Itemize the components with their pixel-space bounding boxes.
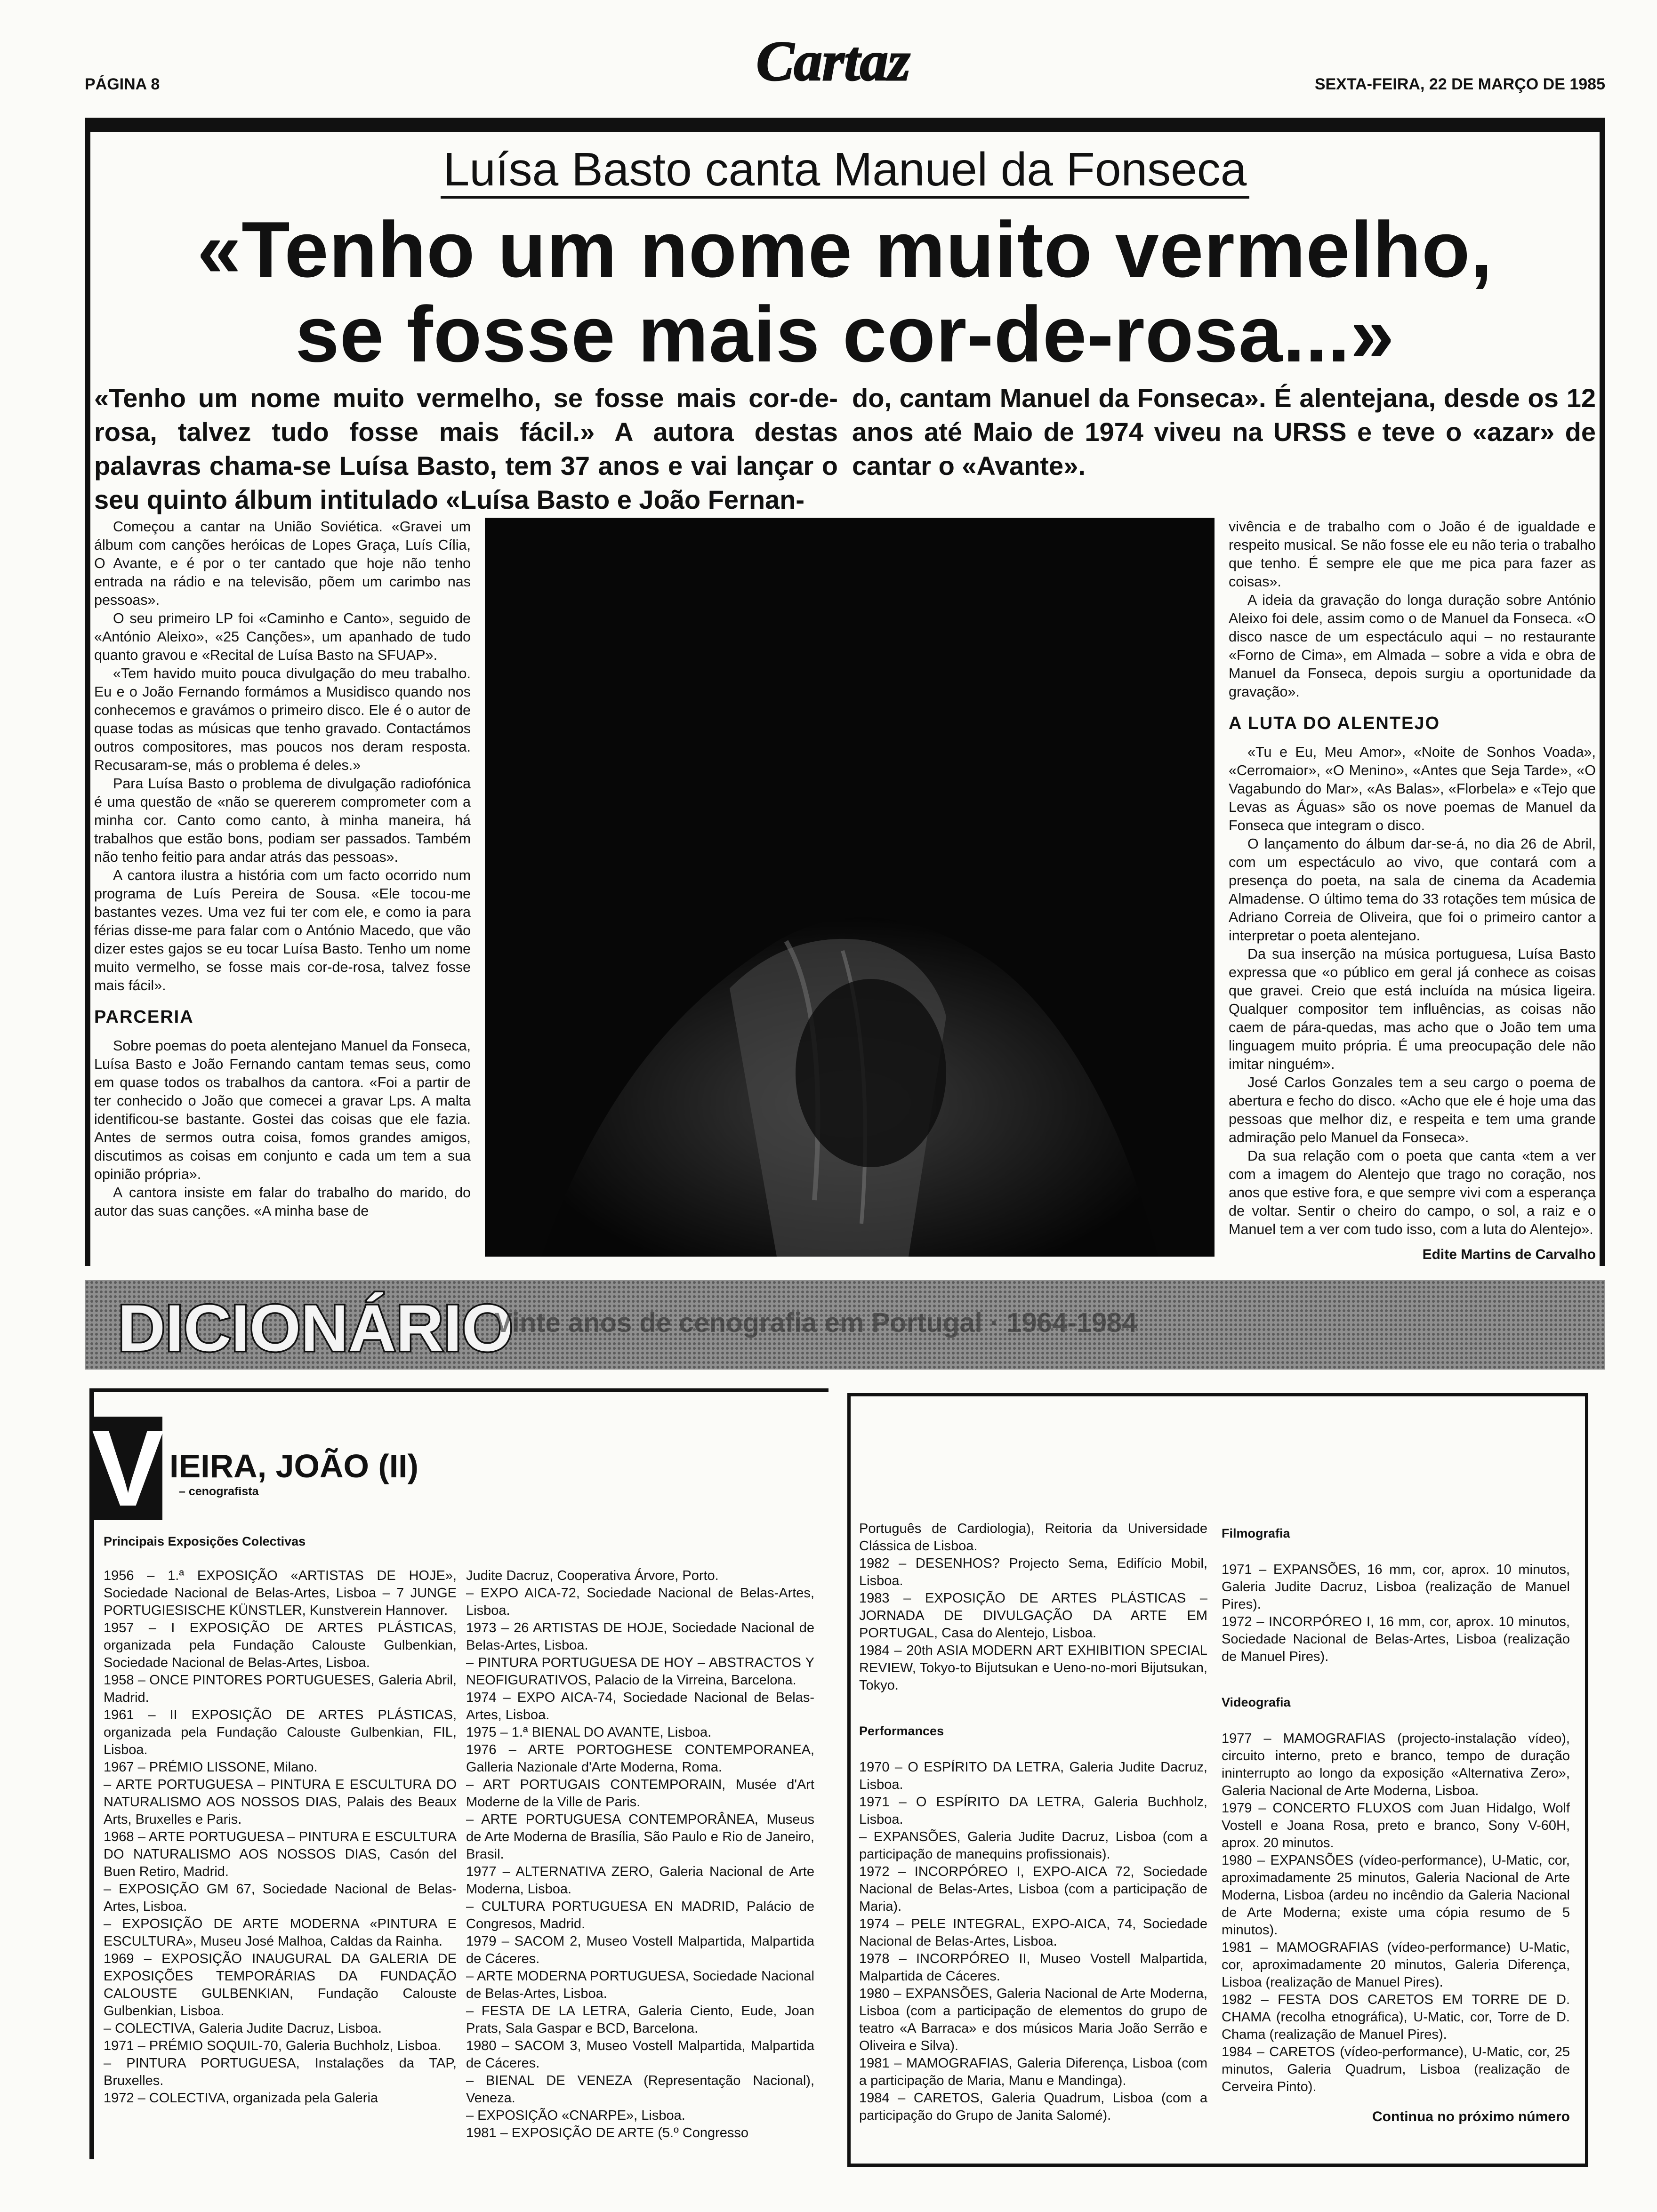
paragraph: Da sua relação com o poeta que canta «tem a ver com a imagem do Alentejo que trago no coração, nos anos que estive fora, e que sempre vivi com a esperança de voltar. Sentir o cheiro do campo, o sol, a raiz e o Manuel tem a ver com tudo isso, com a luta do Alentejo». bbox=[1229, 1148, 1596, 1237]
frame-top-rule bbox=[85, 118, 1605, 132]
paragraph: A cantora insiste em falar do trabalho do marido, do autor das suas canções. «A minha base de bbox=[94, 1185, 471, 1219]
list-item: – ARTE PORTUGUESA – PINTURA E ESCULTURA DO NATURALISMO AOS NOSSOS DIAS, Palais des Beaux Arts, Bruxelles e Paris. bbox=[104, 1777, 457, 1827]
section-filmografia: Filmografia bbox=[1222, 1526, 1290, 1540]
banner-subtitle: Vinte anos de cenografia em Portugal · 1964-1984 bbox=[494, 1307, 1137, 1338]
paragraph: Sobre poemas do poeta alentejano Manuel da Fonseca, Luísa Basto e João Fernando cantam temas seus, como em quase todos os trabalhos da cantora. «Foi a partir de ter conhecido o João que comecei a gravar Lps. A malta identificou-se bastante. Gostei das coisas que ele fazia. Antes de sermos outra coisa, fomos grandes amigos, discutimos as coisas em conjunto e cada um tem a sua opinião própria». bbox=[94, 1038, 471, 1182]
list-item: Judite Dacruz, Cooperativa Árvore, Porto. bbox=[466, 1568, 719, 1583]
page-number: PÁGINA 8 bbox=[85, 75, 160, 93]
entry-role: – cenografista bbox=[179, 1485, 259, 1498]
list-item: 1978 – INCORPÓREO II, Museo Vostell Malpartida, Malpartida de Cáceres. bbox=[859, 1951, 1207, 1984]
paragraph: «Tem havido muito pouca divulgação do meu trabalho. Eu e o João Fernando formámos a Musidisco quando nos conhecemos e gravámos o primeiro disco. Ele é o autor de quase todas as músicas que tenho gravado. Contactámos outros compositores, mas poucos nos deram resposta. Recusaram-se, más o problema é deles.» bbox=[94, 665, 471, 773]
list-item: 1967 – PRÉMIO LISSONE, Milano. bbox=[104, 1760, 318, 1775]
list-item: – PINTURA PORTUGUESA DE HOY – ABSTRACTOS Y NEOFIGURATIVOS, Palacio de la Virreina, Barcelona. bbox=[466, 1655, 814, 1688]
dictionary-banner bbox=[85, 1280, 1605, 1370]
list-item: 1981 – EXPOSIÇÃO DE ARTE (5.º Congresso bbox=[466, 2125, 748, 2140]
list-item: – BIENAL DE VENEZA (Representação Nacional), Veneza. bbox=[466, 2073, 814, 2106]
list-item: – EXPOSIÇÃO «CNARPE», Lisboa. bbox=[466, 2108, 685, 2123]
paragraph: Para Luísa Basto o problema de divulgação radiofónica é uma questão de «não se quererem comprometer com a minha cor. Canto como canto, à minha maneira, há trabalhos que estão bons, podiam ser passados. Também não tenho feitio para andar atrás das pessoas». bbox=[94, 776, 471, 865]
list-item: 1979 – SACOM 2, Museo Vostell Malpartida, Malpartida de Cáceres. bbox=[466, 1934, 814, 1966]
list-item: 1972 – INCORPÓREO I, 16 mm, cor, aprox. 10 minutos, Sociedade Nacional de Belas-Artes, Lisboa (realização de Manuel Pires). bbox=[1222, 1614, 1570, 1664]
list-item: 1982 – DESENHOS? Projecto Sema, Edifício Mobil, Lisboa. bbox=[859, 1556, 1207, 1588]
article-headline: «Tenho um nome muito vermelho, se fosse mais cor-de-rosa...» bbox=[197, 205, 1493, 378]
list-item: – FESTA DE LA LETRA, Galeria Ciento, Eude, Joan Prats, Sala Gaspar e BCD, Barcelona. bbox=[466, 2004, 814, 2036]
list-item: 1971 – O ESPÍRITO DA LETRA, Galeria Buchholz, Lisboa. bbox=[859, 1795, 1207, 1827]
list-item: 1969 – EXPOSIÇÃO INAUGURAL DA GALERIA DE EXPOSIÇÕES TEMPORÁRIAS DA FUNDAÇÃO CALOUSTE GULBENKIAN, Fundação Calouste Gulbenkian, Lisboa. bbox=[104, 1951, 457, 2019]
dictionary-column-4 bbox=[1222, 1525, 1570, 2151]
paragraph: O lançamento do álbum dar-se-á, no dia 26 de Abril, com um espectáculo ao vivo, que contará com a presença do poeta, na sala de cinema da Academia Almadense. O último tema do 33 rotações tem música de Adriano Correia de Oliveira, que foi o primeiro cantor a interpretar o poeta alentejano. bbox=[1229, 836, 1596, 944]
list-item: 1972 – COLECTIVA, organizada pela Galeria bbox=[104, 2091, 378, 2106]
list-item: 1974 – EXPO AICA-74, Sociedade Nacional de Belas-Artes, Lisboa. bbox=[466, 1690, 814, 1723]
list-item: – EXPO AICA-72, Sociedade Nacional de Belas-Artes, Lisboa. bbox=[466, 1586, 814, 1618]
list-item: 1982 – FESTA DOS CARETOS EM TORRE DE D. CHAMA (recolha etnográfica), U-Matic, cor, Torre de D. Chama (realização de Manuel Pires). bbox=[1222, 1992, 1570, 2042]
newspaper-logo bbox=[716, 28, 951, 99]
dictionary-column-3 bbox=[859, 1520, 1207, 2151]
paragraph: José Carlos Gonzales tem a seu cargo o poema de abertura e fecho do disco. «Acho que ele é hoje uma das pessoas que melhor diz, e respeita e tem uma grande admiração pelo Manuel da Fonseca». bbox=[1229, 1074, 1596, 1146]
paragraph: «Tu e Eu, Meu Amor», «Noite de Sonhos Voada», «Cerromaior», «O Menino», «Antes que Seja Tarde», «O Vagabundo do Mar», «As Balas», «Florbela» e «Tejo que Levas as Águas» são os nove poemas de Manuel da Fonseca que integram o disco. bbox=[1229, 744, 1596, 834]
list-item: 1981 – MAMOGRAFIAS, Galeria Diferença, Lisboa (com a participação de Maria, Manu e Mandinga). bbox=[859, 2056, 1207, 2088]
list-item: 1980 – EXPANSÕES (vídeo-performance), U-Matic, cor, aproximadamente 25 minutos, Galeria Nacional de Arte Moderna, Lisboa (ardeu no incêndio da Galeria Nacional de Arte Moderna; existe uma cópia resumo de 5 minutos). bbox=[1222, 1853, 1570, 1938]
paragraph: Começou a cantar na União Soviética. «Gravei um álbum com canções heróicas de Lopes Graça, Luís Cília, O Avante, e é por o ter cantado que hoje não tenho entrada na rádio e na televisão, põem um carimbo nas pessoas». bbox=[94, 519, 471, 608]
list-item: 1980 – SACOM 3, Museo Vostell Malpartida, Malpartida de Cáceres. bbox=[466, 2038, 814, 2071]
lead-right: do, cantam Manuel da Fonseca». É alentejana, desde os 12 anos até Maio de 1974 viveu na URSS e teve o «azar» de cantar o «Avante». bbox=[852, 383, 1596, 481]
list-item: 1984 – CARETOS, Galeria Quadrum, Lisboa (com a participação do Grupo de Janita Salomé). bbox=[859, 2091, 1207, 2123]
article-column-3 bbox=[1229, 518, 1596, 1266]
issue-date: SEXTA-FEIRA, 22 DE MARÇO DE 1985 bbox=[1314, 75, 1605, 93]
list-item: – ARTE MODERNA PORTUGUESA, Sociedade Nacional de Belas-Artes, Lisboa. bbox=[466, 1969, 814, 2001]
list-item: 1974 – PELE INTEGRAL, EXPO-AICA, 74, Sociedade Nacional de Belas-Artes, Lisboa. bbox=[859, 1916, 1207, 1949]
list-item: 1983 – EXPOSIÇÃO DE ARTES PLÁSTICAS – JORNADA DE DIVULGAÇÃO DA ARTE EM PORTUGAL, Casa do Alentejo, Lisboa. bbox=[859, 1591, 1207, 1641]
article-photo bbox=[485, 518, 1215, 1257]
list-item: Português de Cardiologia), Reitoria da Universidade Clássica de Lisboa. bbox=[859, 1521, 1207, 1554]
paragraph: A cantora ilustra a história com um facto ocorrido num programa de Luís Pereira de Sousa. «Ele tocou-me bastantes vezes. Uma vez fui ter com ele, e como ia para férias disse-me para falar com o António Macedo, que vão dizer estes gajos se eu tocar Luísa Basto. Tenho um nome muito vermelho, se fosse mais cor-de-rosa, talvez fosse mais fácil». bbox=[94, 867, 471, 994]
section-videografia: Videografia bbox=[1222, 1695, 1291, 1709]
exposicoes-column-1 bbox=[104, 1567, 457, 2165]
article-column-1 bbox=[94, 518, 471, 1266]
list-item: – EXPANSÕES, Galeria Judite Dacruz, Lisboa (com a participação de manequins profissionais). bbox=[859, 1829, 1207, 1862]
list-item: 1975 – 1.ª BIENAL DO AVANTE, Lisboa. bbox=[466, 1725, 712, 1740]
list-item: – EXPOSIÇÃO DE ARTE MODERNA «PINTURA E ESCULTURA», Museu José Malhoa, Caldas da Rainha. bbox=[104, 1916, 457, 1949]
logo-text: Cartaz bbox=[756, 30, 910, 92]
list-item: 1976 – ARTE PORTOGHESE CONTEMPORANEA, Galleria Nazionale d'Arte Moderna, Roma. bbox=[466, 1742, 814, 1775]
drop-initial: V bbox=[92, 1408, 164, 1529]
subhead-luta-do-alentejo: A LUTA DO ALENTEJO bbox=[1229, 713, 1440, 733]
list-item: – ART PORTUGAIS CONTEMPORAIN, Musée d'Art Moderne de la Ville de Paris. bbox=[466, 1777, 814, 1810]
article-byline: Edite Martins de Carvalho bbox=[1422, 1247, 1596, 1262]
list-item: 1984 – 20th ASIA MODERN ART EXHIBITION SPECIAL REVIEW, Tokyo-to Bijutsukan e Ueno-no-mori Bijutsukan, Tokyo. bbox=[859, 1643, 1207, 1693]
list-item: 1970 – O ESPÍRITO DA LETRA, Galeria Judite Dacruz, Lisboa. bbox=[859, 1760, 1207, 1792]
banner-title: DICIONÁRIO bbox=[118, 1291, 513, 1365]
continued-note: Continua no próximo número bbox=[1372, 2109, 1570, 2124]
list-item: – CULTURA PORTUGUESA EN MADRID, Palácio de Congresos, Madrid. bbox=[466, 1899, 814, 1931]
section-performances: Performances bbox=[859, 1724, 944, 1738]
entry-title: IEIRA, JOÃO (II) bbox=[169, 1448, 418, 1484]
paragraph: A ideia da gravação do longa duração sobre António Aleixo foi dele, assim como o de Manuel da Fonseca. «O disco nasce de um espectáculo aqui – no restaurante «Forno de Cima», em Almada – sobre a vida e obra de Manuel da Fonseca, depois surgiu a oportunidade da gravação». bbox=[1229, 592, 1596, 700]
list-item: 1973 – 26 ARTISTAS DE HOJE, Sociedade Nacional de Belas-Artes, Lisboa. bbox=[466, 1620, 814, 1653]
list-item: 1971 – EXPANSÕES, 16 mm, cor, aprox. 10 minutos, Galeria Judite Dacruz, Lisboa (realização de Manuel Pires). bbox=[1222, 1562, 1570, 1612]
list-item: – ARTE PORTUGUESA CONTEMPORÂNEA, Museus de Arte Moderna de Brasília, São Paulo e Rio de Janeiro, Brasil. bbox=[466, 1812, 814, 1862]
list-item: 1980 – EXPANSÕES, Galeria Nacional de Arte Moderna, Lisboa (com a participação de elementos do grupo de teatro «A Barraca» e dos músicos Maria João Serrão e Oliveira e Silva). bbox=[859, 1986, 1207, 2053]
list-item: – COLECTIVA, Galeria Judite Dacruz, Lisboa. bbox=[104, 2021, 382, 2036]
article-kicker: Luísa Basto canta Manuel da Fonseca bbox=[89, 144, 1601, 195]
list-item: 1958 – ONCE PINTORES PORTUGUESES, Galeria Abril, Madrid. bbox=[104, 1673, 457, 1705]
list-item: 1971 – PRÉMIO SOQUIL-70, Galeria Buchholz, Lisboa. bbox=[104, 2038, 442, 2053]
paragraph: O seu primeiro LP foi «Caminho e Canto», seguido de «António Aleixo», «25 Canções», um apanhado de tudo quanto gravou e «Recital de Luísa Basto na SFUAP». bbox=[94, 610, 471, 663]
list-item: 1984 – CARETOS (vídeo-performance), U-Matic, cor, 25 minutos, Galeria Quadrum, Lisboa (realização de Cerveira Pinto). bbox=[1222, 2044, 1570, 2094]
list-item: 1979 – CONCERTO FLUXOS com Juan Hidalgo, Wolf Vostell e Joana Rosa, preto e branco, Sony V-60H, aprox. 20 minutos. bbox=[1222, 1801, 1570, 1851]
lead-left: «Tenho um nome muito vermelho, se fosse mais cor-de-rosa, talvez tudo fosse mais fácil.» A autora destas palavras chama-se Luísa Basto, tem 37 anos e vai lançar o seu quinto álbum intitulado «Luísa Basto e João Fernan- bbox=[94, 383, 838, 514]
list-item: 1957 – I EXPOSIÇÃO DE ARTES PLÁSTICAS, organizada pela Fundação Calouste Gulbenkian, Sociedade Nacional de Belas-Artes, Lisboa. bbox=[104, 1620, 457, 1670]
list-item: 1977 – ALTERNATIVA ZERO, Galeria Nacional de Arte Moderna, Lisboa. bbox=[466, 1864, 814, 1897]
list-item: – PINTURA PORTUGUESA, Instalações da TAP, Bruxelles. bbox=[104, 2056, 457, 2088]
list-item: 1956 – 1.ª EXPOSIÇÃO «ARTISTAS DE HOJE», Sociedade Nacional de Belas-Artes, Lisboa – 7 JUNGE PORTUGIESISCHE KÜNSTLER, Kunstverein Hannover. bbox=[104, 1568, 457, 1618]
list-item: 1968 – ARTE PORTUGUESA – PINTURA E ESCULTURA DO NATURALISMO AOS NOSSOS DIAS, Casón del Buen Retiro, Madrid. bbox=[104, 1829, 457, 1879]
section-exposicoes: Principais Exposições Colectivas bbox=[104, 1534, 306, 1548]
list-item: 1972 – INCORPÓREO I, EXPO-AICA 72, Sociedade Nacional de Belas-Artes, Lisboa (com a participação de Maria). bbox=[859, 1864, 1207, 1914]
list-item: 1977 – MAMOGRAFIAS (projecto-instalação vídeo), circuito interno, preto e branco, tempo de duração ininterrupto ao longo da exposição «Alternativa Zero», Galeria Nacional de Arte Moderna, Lisboa. bbox=[1222, 1731, 1570, 1798]
list-item: 1961 – II EXPOSIÇÃO DE ARTES PLÁSTICAS, organizada pela Fundação Calouste Gulbenkian, FIL, Lisboa. bbox=[104, 1707, 457, 1757]
subhead-parceria: PARCERIA bbox=[94, 1007, 194, 1027]
exposicoes-column-2 bbox=[466, 1567, 814, 2165]
paragraph: vivência e de trabalho com o João é de igualdade e respeito musical. Se não fosse ele eu não teria o trabalho que tenho. É sempre ele que me pica para fazer as coisas». bbox=[1229, 519, 1596, 590]
list-item: – EXPOSIÇÃO GM 67, Sociedade Nacional de Belas-Artes, Lisboa. bbox=[104, 1882, 457, 1914]
list-item: 1981 – MAMOGRAFIAS (vídeo-performance) U-Matic, cor, aproximadamente 20 minutos, Galeria Diferença, Lisboa (realização de Manuel Pires). bbox=[1222, 1940, 1570, 1990]
paragraph: Da sua inserção na música portuguesa, Luísa Basto expressa que «o público em geral já conhece as coisas que gravei. Creio que está incluída na música ligeira. Qualquer compositor tem influências, as coisas não caem de pára-quedas, mas acho que o João tem uma linguagem muito própria. É uma preocupação dele não imitar ninguém». bbox=[1229, 946, 1596, 1072]
